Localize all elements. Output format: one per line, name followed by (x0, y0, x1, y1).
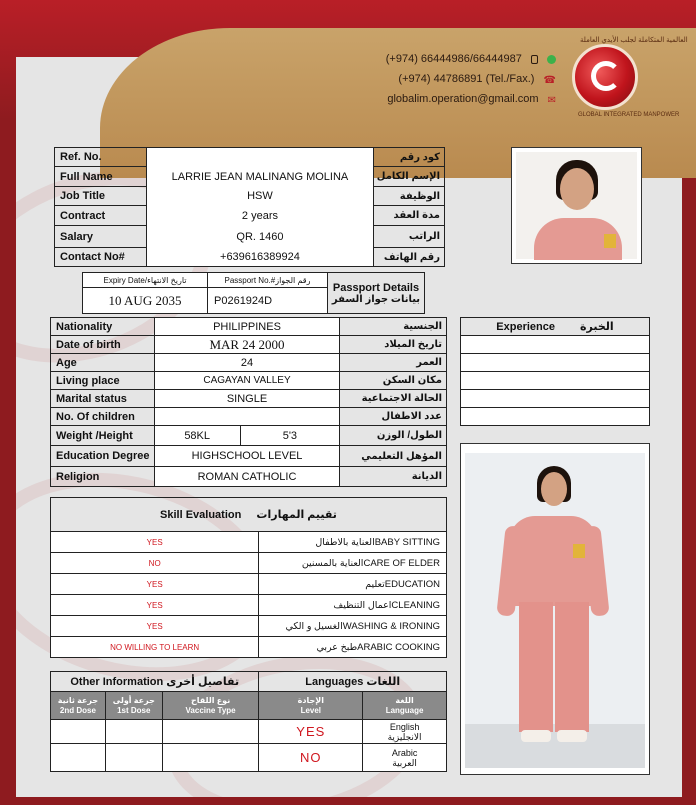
mobile-icon (531, 55, 538, 64)
value-salary: QR. 1460 (146, 226, 373, 248)
experience-row (461, 354, 650, 372)
value-height: 5'3 (240, 426, 340, 446)
email-line: globalim.operation@gmail.com ✉ (387, 93, 556, 106)
label-nationality: Nationality (51, 318, 155, 336)
profile-table (54, 147, 445, 267)
dose2-value (51, 744, 106, 772)
skill-value-care-of-elder: NO (51, 553, 259, 574)
value-nationality: PHILIPPINES (154, 318, 339, 336)
experience-row (461, 408, 650, 426)
skill-value-baby-sitting: YES (51, 532, 259, 553)
skill-value-arabic-cooking: NO WILLING TO LEARN (51, 637, 259, 658)
value-education-degree: HIGHSCHOOL LEVEL (154, 446, 339, 467)
badge-logo (573, 544, 585, 558)
envelope-icon: ✉ (547, 94, 556, 106)
label-ref-no-ar: كود رقم (374, 148, 445, 167)
value-weight: 58KL (154, 426, 240, 446)
value-contract: 2 years (146, 206, 373, 226)
skill-evaluation-header: Skill Evaluation تقييم المهارات (51, 498, 447, 532)
language-header: اللغة Language (363, 692, 447, 720)
label-education-degree: Education Degree (51, 446, 155, 467)
label-full-name: Full Name (55, 167, 147, 187)
company-logo (572, 44, 638, 110)
label-marital-status: Marital status (51, 390, 155, 408)
language-arabic: Arabic العربية (363, 744, 447, 772)
label-contact-no-ar: رقم الهاتف (374, 248, 445, 267)
passport-table (82, 272, 425, 314)
label-marital-status-ar: الحالة الاجتماعية (340, 390, 447, 408)
label-date-of-birth-ar: تاريخ الميلاد (340, 336, 447, 354)
label-contract: Contract (55, 206, 147, 226)
label-religion-ar: الديانة (340, 467, 447, 487)
dose1-value (105, 720, 162, 744)
logo-q-icon (591, 61, 621, 91)
label-salary-ar: الراتب (374, 226, 445, 248)
skill-table (50, 497, 447, 658)
label-date-of-birth: Date of birth (51, 336, 155, 354)
expiry-date-label: Expiry Date/تاريخ الانتهاء (83, 273, 208, 288)
vaccine-type-header: نوع اللقاح Vaccine Type (162, 692, 259, 720)
portrait-photo (511, 147, 642, 264)
other-info-header: Other Information تفاصيل أخرى (51, 672, 259, 692)
passport-no-value: P0261924D (208, 288, 328, 314)
badge-logo (604, 234, 616, 248)
experience-row (461, 372, 650, 390)
skill-arabic-cooking: طبخ عربيARABIC COOKING (259, 637, 447, 658)
label-education-degree-ar: المؤهل التعليمي (340, 446, 447, 467)
value-religion: ROMAN CATHOLIC (154, 467, 339, 487)
label-contract-ar: مدة العقد (374, 206, 445, 226)
logo-text-ar: العالمية المتكاملة لجلب الأيدي العاملة (580, 37, 688, 44)
label-job-title-ar: الوظيفة (374, 187, 445, 206)
skill-value-cleaning: YES (51, 595, 259, 616)
phone-line: (+974) 66444986/66444987 (386, 53, 556, 65)
label-contact-no: Contact No# (55, 248, 147, 267)
label-ref-no: Ref. No. (55, 148, 147, 167)
label-no-of-children-ar: عدد الاطفال (340, 408, 447, 426)
dose2-value (51, 720, 106, 744)
value-age: 24 (154, 354, 339, 372)
label-age-ar: العمر (340, 354, 447, 372)
value-living-place: CAGAYAN VALLEY (154, 372, 339, 390)
label-weight-height-ar: الطول/ الوزن (340, 426, 447, 446)
skill-value-education: YES (51, 574, 259, 595)
tel-fax-line: (+974) 44786891 (Tel./Fax.) ☎ (398, 73, 556, 86)
dose1-header: جرعة أولى 1st Dose (105, 692, 162, 720)
language-english: English الانجليزية (363, 720, 447, 744)
passport-no-label: Passport No.#رقم الجواز (208, 273, 328, 288)
label-no-of-children: No. Of children (51, 408, 155, 426)
skill-education: تعليمEDUCATION (259, 574, 447, 595)
passport-details-title: Passport Details بيانات جواز السفر (328, 273, 425, 314)
label-religion: Religion (51, 467, 155, 487)
value-contact-no: +639616389924 (146, 248, 373, 267)
value-date-of-birth: MAR 24 2000 (154, 336, 339, 354)
other-info-languages-table (50, 671, 447, 772)
expiry-date-value: 10 AUG 2035 (83, 288, 208, 314)
label-nationality-ar: الجنسية (340, 318, 447, 336)
skill-value-washing-ironing: YES (51, 616, 259, 637)
experience-row (461, 390, 650, 408)
label-weight-height: Weight /Height (51, 426, 155, 446)
languages-header: Languages اللغات (259, 672, 447, 692)
label-salary: Salary (55, 226, 147, 248)
whatsapp-icon (547, 55, 556, 64)
skill-care-of-elder: العناية بالمسنينCARE OF ELDER (259, 553, 447, 574)
label-job-title: Job Title (55, 187, 147, 206)
full-body-photo (460, 443, 650, 775)
vaccine-type-value (162, 744, 259, 772)
value-full-name: LARRIE JEAN MALINANG MOLINA (146, 167, 373, 187)
phone-icon: ☎ (543, 74, 556, 86)
level-header: الإجادة Level (259, 692, 363, 720)
skill-washing-ironing: الغسيل و الكيWASHING & IRONING (259, 616, 447, 637)
skill-baby-sitting: العناية بالاطفالBABY SITTING (259, 532, 447, 553)
arabic-level: NO (259, 744, 363, 772)
label-living-place: Living place (51, 372, 155, 390)
dose2-header: جرعة ثانية 2nd Dose (51, 692, 106, 720)
dose1-value (105, 744, 162, 772)
experience-row (461, 336, 650, 354)
label-age: Age (51, 354, 155, 372)
value-ref-no (146, 148, 373, 167)
label-living-place-ar: مكان السكن (340, 372, 447, 390)
vaccine-type-value (162, 720, 259, 744)
label-full-name-ar: الإسم الكامل (374, 167, 445, 187)
value-marital-status: SINGLE (154, 390, 339, 408)
logo-text-en: GLOBAL INTEGRATED MANPOWER (578, 112, 680, 118)
experience-table (460, 317, 650, 426)
skill-cleaning: اعمال التنظيفCLEANING (259, 595, 447, 616)
experience-header: Experience الخبرة (461, 318, 650, 336)
value-job-title: HSW (146, 187, 373, 206)
english-level: YES (259, 720, 363, 744)
personal-table (50, 317, 447, 487)
value-no-of-children (154, 408, 339, 426)
